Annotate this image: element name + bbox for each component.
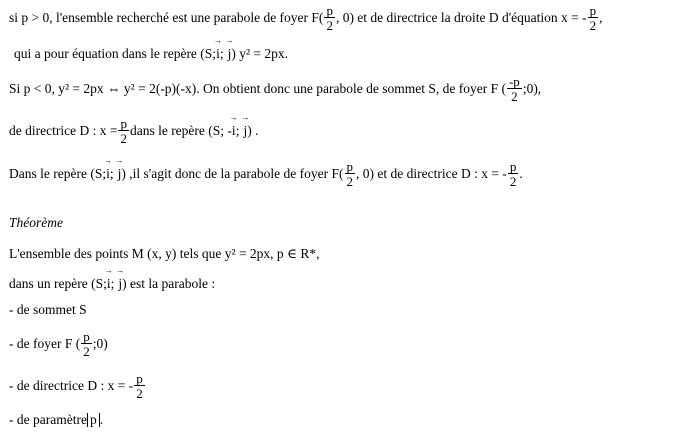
vector-i: → i xyxy=(232,123,236,139)
line-2 xyxy=(14,46,288,62)
absolute-value-p: p xyxy=(87,413,100,428)
fraction-p-over-2 xyxy=(324,4,335,32)
numerator: p xyxy=(509,159,517,174)
numerator: p xyxy=(120,116,127,131)
text-4c: ) . xyxy=(247,123,259,138)
text-5b: ) ,il s'agit donc de la parabole de foyer F( xyxy=(121,166,344,181)
text-11a: - de paramètre xyxy=(9,412,87,427)
separator: ; xyxy=(235,123,240,138)
fraction-p-over-2 xyxy=(588,4,599,32)
line-6: L'ensemble des points M (x, y) tels que y² = 2px, p ∈ R*, xyxy=(9,246,320,261)
fraction-p-over-2 xyxy=(134,372,145,400)
vector-j: → j xyxy=(228,46,232,62)
text-3a: Si p < 0, y² = 2px ⇔ y² = 2(-p)(-x). On obtient donc une parabole de sommet S, de foyer F ( xyxy=(9,81,506,96)
vector-j: → j xyxy=(118,166,122,182)
text-1b: , 0) et de directrice la droite D d'équation x = - xyxy=(335,10,587,25)
numerator: -p xyxy=(508,74,520,89)
denominator: 2 xyxy=(511,89,518,104)
denominator: 2 xyxy=(83,344,90,359)
vector-i: → i xyxy=(106,166,110,182)
text-5d: . xyxy=(519,166,523,181)
theorem-heading: Théorème xyxy=(9,215,63,230)
line-3 xyxy=(9,75,541,103)
text-1c: , xyxy=(599,10,603,25)
text-7a: dans un repère (S; xyxy=(9,276,107,291)
line-4 xyxy=(9,117,258,145)
numerator: p xyxy=(326,3,333,18)
fraction-p-over-2 xyxy=(508,160,519,188)
numerator: p xyxy=(589,3,597,18)
separator: ; xyxy=(109,166,114,181)
text-10a: - de directrice D : x = - xyxy=(9,378,134,393)
vector-j: → j xyxy=(118,276,122,292)
numerator: p xyxy=(83,329,90,344)
text-11b: . xyxy=(99,412,104,427)
vector-i: → i xyxy=(216,46,220,62)
numerator: p xyxy=(136,371,143,386)
denominator: 2 xyxy=(120,131,127,146)
vector-i: → i xyxy=(107,276,111,292)
denominator: 2 xyxy=(509,174,517,189)
numerator: p xyxy=(346,159,353,174)
denominator: 2 xyxy=(136,386,143,401)
text-3b: ;0), xyxy=(522,81,542,96)
line-5 xyxy=(9,160,523,188)
line-9 xyxy=(9,330,108,358)
fraction-p-over-2 xyxy=(81,330,92,358)
text-1a: si p > 0, l'ensemble recherché est une parabole de foyer F( xyxy=(9,10,324,25)
text-5a: Dans le repère (S; xyxy=(9,166,107,181)
text-7b: ) est la parabole : xyxy=(122,276,216,291)
line-10 xyxy=(9,372,146,400)
text-4b: dans le repère (S; - xyxy=(129,123,232,138)
text-9b: ;0) xyxy=(92,336,108,351)
text-2a: qui a pour équation dans le repère (S; xyxy=(14,46,217,61)
denominator: 2 xyxy=(346,174,353,189)
text-9a: - de foyer F ( xyxy=(9,336,81,351)
line-8: - de sommet S xyxy=(9,302,87,317)
line-7 xyxy=(9,276,215,292)
denominator: 2 xyxy=(326,18,333,33)
vector-j: → j xyxy=(243,123,247,139)
text-5c: , 0) et de directrice D : x = - xyxy=(356,166,507,181)
fraction-p-over-2 xyxy=(118,117,129,145)
line-11 xyxy=(9,412,103,428)
separator: ; xyxy=(110,276,115,291)
line-1 xyxy=(9,4,603,32)
text-2b: ) y² = 2px. xyxy=(231,46,289,61)
fraction-p-over-2 xyxy=(345,160,356,188)
fraction-minus-p-over-2 xyxy=(507,75,522,103)
denominator: 2 xyxy=(589,18,597,33)
text-4a: de directrice D : x = xyxy=(9,123,118,138)
separator: ; xyxy=(219,46,224,61)
